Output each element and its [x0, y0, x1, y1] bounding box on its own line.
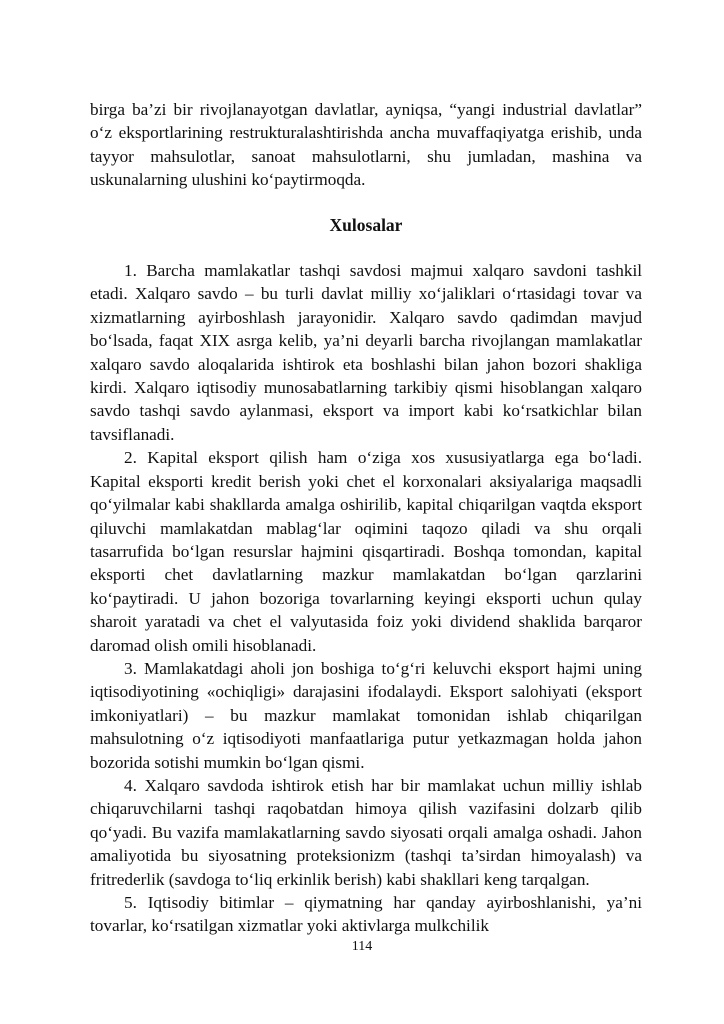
page-number: 114	[351, 939, 373, 954]
paragraph-5: 5. Iqtisodiy bitimlar – qiymatning har qanday ayirboshlanishi, ya’ni tovarlar, ko‘rsatilgan xizmatlar yoki aktivlarga mulkchilik	[90, 893, 642, 936]
paragraph-3: 3. Mamlakatdagi aholi jon boshiga to‘g‘ri keluvchi eksport hajmi uning iqtisodiyotining «ochiqligi» darajasini ifodalaydi. Eksport salohiyati (eksport imkoniyatlari) – bu mazkur mamlakat tomonidan ishlab chiqarilgan mahsulotning o‘z iqtisodiyoti manfaatlariga putur yetkazmagan holda jahon bozorida sotishi mumkin bo‘lgan qismi.	[90, 658, 642, 772]
page-body	[90, 98, 642, 938]
paragraph-4: 4. Xalqaro savdoda ishtirok etish har bir mamlakat uchun milliy ishlab chiqaruvchilarni tashqi raqobatdan himoya qilish vazifasini dolzarb qilib qo‘yadi. Bu vazifa mamlakatlarning savdo siyosati orqali amalga oshadi. Jahon amaliyotida bu siyosatning proteksionizm (tashqi ta’sirdan himoyalash) va fritrederlik (savdoga to‘liq erkinlik berish) kabi shakllari keng tarqalgan.	[90, 775, 642, 889]
section-heading: Xulosalar	[329, 214, 403, 235]
paragraph-1: 1. Barcha mamlakatlar tashqi savdosi majmui xalqaro savdoni tashkil etadi. Xalqaro savdo – bu turli davlat milliy xo‘jaliklari o‘rtasidagi tovar va xizmatlarning ayirboshlash jarayonidir. Xalqaro savdo qadimdan mavjud bo‘lsada, faqat XIX asrga kelib, ya’ni deyarli barcha rivojlangan mamlakatlar xalqaro savdo aloqalarida ishtirok eta boshlashi bilan jahon bozori shakliga kirdi. Xalqaro iqtisodiy munosabatlarning tarkibiy qismi hisoblangan xalqaro savdo tashqi savdo aylanmasi, eksport va import kabi ko‘rsatkichlar bilan tavsiflanadi.	[90, 261, 642, 444]
intro-paragraph: birga ba’zi bir rivojlanayotgan davlatlar, ayniqsa, “yangi industrial davlatlar” o‘z eksportlarining restrukturalashtirishda ancha muvaffaqiyatga erishib, unda tayyor mahsulotlar, sanoat mahsulotlarni, shu jumladan, mashina va uskunalarning ulushini ko‘paytirmoqda.	[90, 100, 642, 190]
paragraph-2: 2. Kapital eksport qilish ham o‘ziga xos xususiyatlarga ega bo‘ladi. Kapital eksporti kredit berish yoki chet el korxonalari aksiyalariga maqsadli qo‘yilmalar kabi shakllarda amalga oshirilib, kapital chiqarilgan vaqtda eksport qiluvchi mamlakatdan mablag‘lar oqimini taqozo qiladi va shu orqali tasarrufida bo‘lgan resurslar hajmini qisqartiradi. Boshqa tomondan, kapital eksporti chet davlatlarning mazkur mamlakatdan bo‘lgan qarzlarini ko‘paytiradi. U jahon bozoriga tovarlarning keyingi eksporti uchun qulay sharoit yaratadi va chet el valyutasida foiz yoki dividend shaklida barqaror daromad olish omili hisoblanadi.	[90, 448, 642, 655]
